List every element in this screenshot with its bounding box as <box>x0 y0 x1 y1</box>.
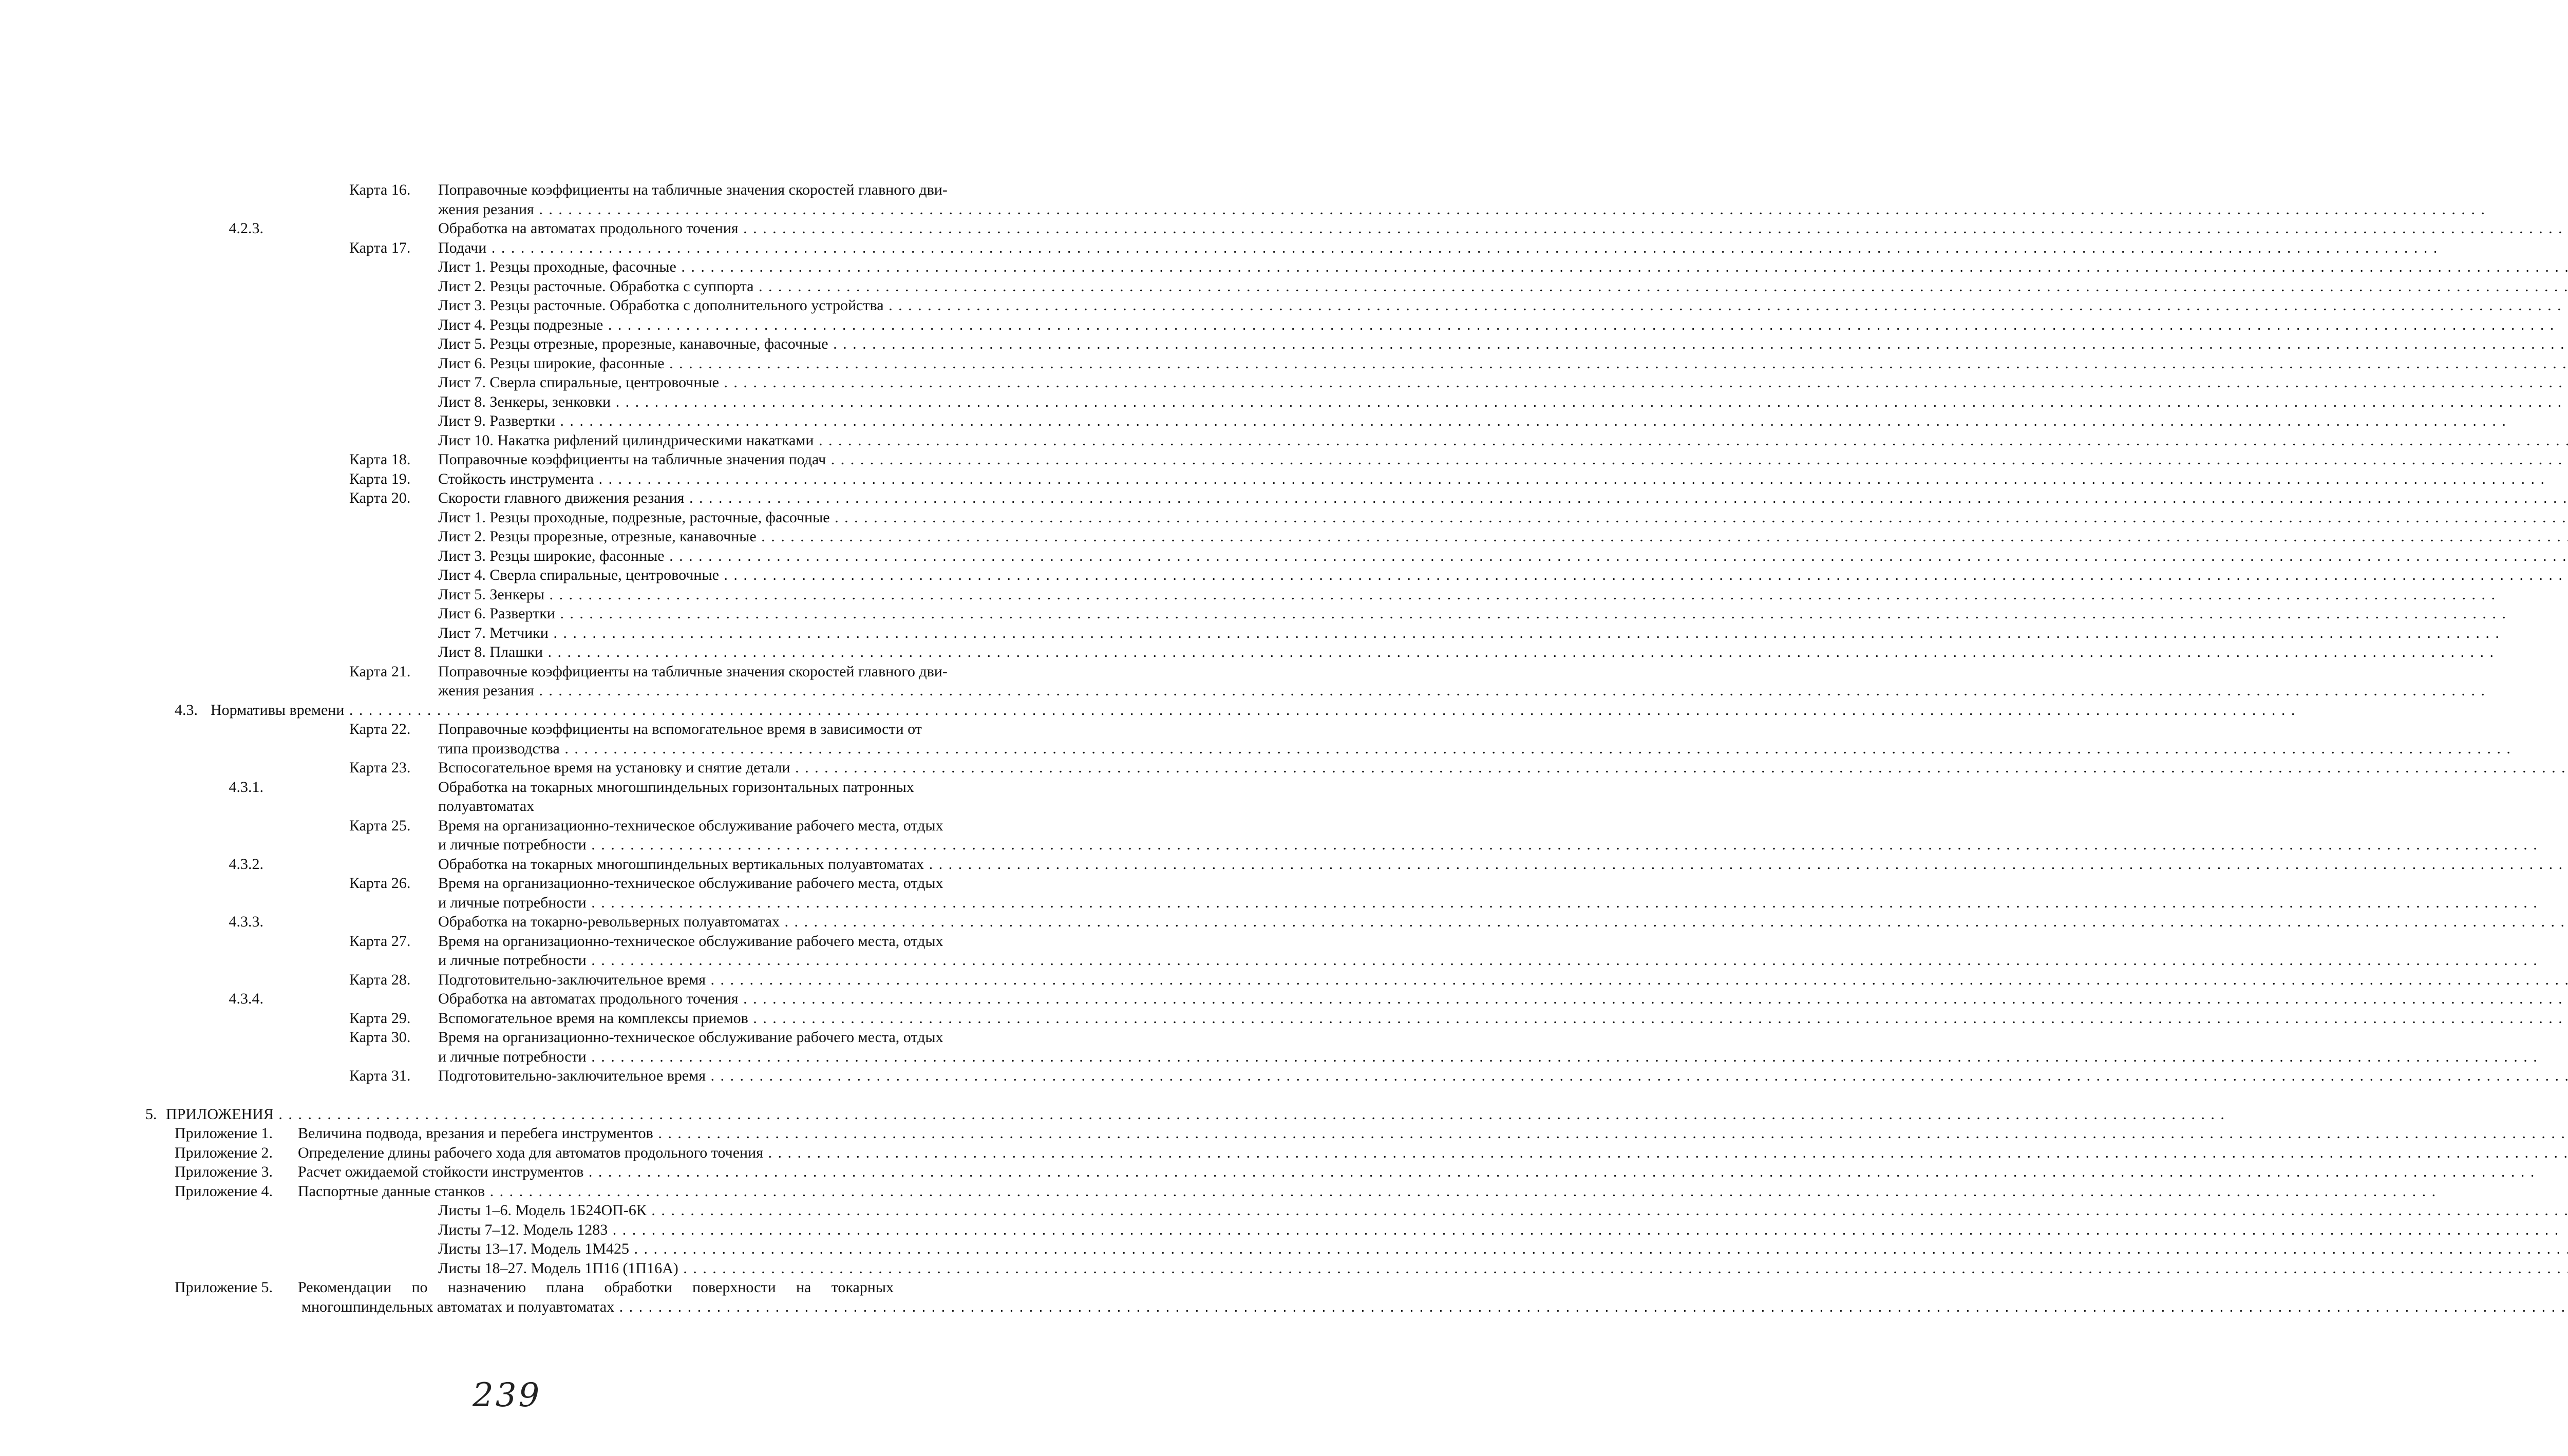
toc-entry-title: Определение длины рабочего хода для автоматов продольного точения . . . <box>298 1144 894 1162</box>
toc-entry <box>175 836 894 854</box>
toc-entry <box>175 1240 894 1258</box>
toc-entry-label: Карта 22. <box>349 721 411 738</box>
toc-entry <box>175 1144 894 1162</box>
toc-entry <box>175 701 894 720</box>
toc-entry-label: Карта 18. <box>349 451 411 468</box>
toc-entry <box>175 759 894 777</box>
toc-entry <box>175 643 894 661</box>
toc-entry <box>175 181 948 199</box>
toc-entry <box>175 316 894 334</box>
toc-entry-title: Паспортные данные станков . . . <box>298 1182 894 1201</box>
toc-entry <box>175 1182 894 1201</box>
toc-entry <box>175 1028 943 1047</box>
toc-entry <box>175 971 894 989</box>
toc-entry <box>175 412 894 430</box>
toc-entry-label: Приложение 1. <box>175 1125 273 1142</box>
toc-entry <box>175 489 894 507</box>
toc-entry <box>175 624 894 642</box>
toc-entry <box>175 470 894 488</box>
toc-entry <box>175 797 894 816</box>
toc-entry-title: Величина подвода, врезания и перебега инструментов . . . <box>298 1124 894 1143</box>
toc-entry-title: Нормативы времени . . . <box>211 701 894 720</box>
toc-entry <box>175 450 894 469</box>
toc-entry-title: Стойкость инструмента . . . <box>438 470 894 488</box>
toc-entry-title: и личные потребности . . . <box>438 1048 894 1066</box>
toc-entry <box>175 296 894 315</box>
toc-entry <box>175 431 894 450</box>
toc-entry <box>175 239 894 257</box>
toc-entry <box>175 566 894 584</box>
toc-entry-title: ПРИЛОЖЕНИЯ . . . <box>166 1105 894 1124</box>
toc-entry-title: Обработка на автоматах продольного точения . . . <box>438 219 894 238</box>
toc-entry-title: Обработка на токарных многошпиндельных вертикальных полуавтоматах . . . <box>438 855 894 874</box>
toc-entry-title: Лист 5. Резцы отрезные, прорезные, канавочные, фасочные . . . <box>438 335 894 353</box>
toc-entry-title: Обработка на токарно-револьверных полуавтоматах . . . <box>438 913 894 931</box>
toc-entry-label: 4.3.4. <box>229 990 263 1007</box>
toc-entry-label: Приложение 5. <box>175 1279 273 1296</box>
toc-entry <box>175 508 894 527</box>
toc-entry-title: Скорости главного движения резания . . . <box>438 489 894 507</box>
toc-entry <box>145 1105 894 1124</box>
toc-entry-title: Листы 18–27. Модель 1П16 (1П16А) . . . <box>438 1259 894 1278</box>
toc-entry-title: Подготовительно-заключительное время . . . <box>438 971 894 989</box>
toc-entry-title: Лист 2. Резцы расточные. Обработка с суппорта . . . <box>438 277 894 296</box>
toc-entry-label: 4.3. <box>175 701 198 718</box>
toc-entry-title: Лист 9. Развертки . . . <box>438 412 894 430</box>
toc-entry-label: 4.3.1. <box>229 778 263 796</box>
toc-entry-label: Карта 21. <box>349 663 411 680</box>
toc-entry-title: Поправочные коэффициенты на вспомогательное время в зависимости от <box>438 721 922 738</box>
toc-entry-title: Поправочные коэффициенты на табличные значения подач . . . <box>438 450 894 469</box>
toc-entry <box>175 1124 894 1143</box>
toc-entry-title: полуавтоматах <box>438 798 535 815</box>
toc-entry-title: Лист 7. Сверла спиральные, центровочные . . . <box>438 373 894 392</box>
toc-entry <box>175 585 894 604</box>
toc-entry-title: Лист 6. Развертки . . . <box>438 604 894 623</box>
toc-entry-label: Карта 19. <box>349 470 411 487</box>
toc-entry <box>175 894 894 912</box>
toc-entry-label: 4.3.2. <box>229 855 263 873</box>
toc-entry-label: Карта 30. <box>349 1029 411 1046</box>
toc-entry-title: Поправочные коэффициенты на табличные значения скоростей главного дви- <box>438 181 948 198</box>
toc-entry-title: и личные потребности . . . <box>438 894 894 912</box>
toc-entry-label: Приложение 4. <box>175 1182 273 1200</box>
toc-entry-title: и личные потребности . . . <box>438 836 894 854</box>
toc-entry <box>175 335 894 353</box>
toc-entry-label: 4.2.3. <box>229 220 263 237</box>
toc-entry-title: Время на организационно-техническое обслуживание рабочего места, отдых <box>438 875 943 892</box>
toc-entry <box>175 663 948 681</box>
toc-entry-label: Карта 28. <box>349 971 411 988</box>
toc-entry-title: Вспосогательное время на установку и снятие детали . . . <box>438 759 894 777</box>
toc-entry <box>175 951 894 970</box>
toc-entry-title: Лист 3. Резцы широкие, фасонные . . . <box>438 547 894 565</box>
toc-entry-title: Подачи . . . <box>438 239 894 257</box>
toc-entry-title: Листы 7–12. Модель 1283 . . . <box>438 1221 894 1239</box>
toc-entry <box>175 527 894 546</box>
toc-entry-label: Карта 27. <box>349 932 411 950</box>
toc-entry-label: Карта 16. <box>349 181 411 198</box>
toc-entry-title: Лист 6. Резцы широкие, фасонные . . . <box>438 354 894 373</box>
toc-entry-title: и личные потребности . . . <box>438 951 894 970</box>
toc-entry <box>175 932 943 951</box>
toc-entry-label: Карта 23. <box>349 759 411 776</box>
toc-entry-title: многошпиндельных автоматах и полуавтоматах . . . <box>301 1298 894 1316</box>
toc-entry <box>175 219 894 238</box>
toc-entry <box>175 373 894 392</box>
toc-entry-label: Карта 29. <box>349 1009 411 1027</box>
toc-entry-title: Лист 7. Метчики . . . <box>438 624 894 642</box>
toc-entry <box>175 990 894 1008</box>
toc-entry <box>175 778 914 797</box>
toc-entry <box>175 258 894 276</box>
toc-entry <box>175 604 894 623</box>
toc-entry-title: Рекомендации по назначению плана обработки поверхности на токарных <box>298 1279 894 1296</box>
toc-entry-title: Вспомогательное время на комплексы приемов . . . <box>438 1009 894 1028</box>
toc-entry-title: Время на организационно-техническое обслуживание рабочего места, отдых <box>438 932 943 950</box>
toc-entry-label: 4.3.3. <box>229 913 263 930</box>
toc-entry-label: Карта 17. <box>349 239 411 256</box>
toc-entry <box>175 1298 894 1316</box>
toc-entry <box>175 1259 894 1278</box>
toc-entry-title: Время на организационно-техническое обслуживание рабочего места, отдых <box>438 817 943 834</box>
toc-entry <box>175 277 894 296</box>
toc-entry <box>175 547 894 565</box>
toc-entry <box>175 1278 894 1297</box>
toc-entry-title: Обработка на токарных многошпиндельных горизонтальных патронных <box>438 778 914 796</box>
toc-entry <box>175 1163 894 1181</box>
toc-entry-title: Лист 5. Зенкеры . . . <box>438 585 894 604</box>
toc-entry-title: Обработка на автоматах продольного точения . . . <box>438 990 894 1008</box>
toc-entry-title: жения резания . . . <box>438 682 894 700</box>
toc-entry-title: Лист 4. Сверла спиральные, центровочные . . . <box>438 566 894 584</box>
toc-entry-title: типа производства . . . <box>438 740 894 758</box>
toc-entry-label: Приложение 3. <box>175 1163 273 1180</box>
toc-entry-title: Лист 4. Резцы подрезные . . . <box>438 316 894 334</box>
toc-entry-title: Лист 2. Резцы прорезные, отрезные, канавочные . . . <box>438 527 894 546</box>
toc-entry-title: Время на организационно-техническое обслуживание рабочего места, отдых <box>438 1029 943 1046</box>
toc-entry-title: Лист 1. Резцы проходные, фасочные . . . <box>438 258 894 276</box>
toc-entry <box>175 1048 894 1066</box>
toc-entry-title: Листы 1–6. Модель 1Б24ОП-6К . . . <box>438 1201 894 1220</box>
toc-entry <box>175 913 894 931</box>
toc-entry-title: Лист 10. Накатка рифлений цилиндрическими накатками . . . <box>438 431 894 450</box>
toc-entry-title: Поправочные коэффициенты на табличные значения скоростей главного дви- <box>438 663 948 680</box>
toc-entry-label: Карта 26. <box>349 875 411 892</box>
toc-entry-title: Лист 8. Плашки . . . <box>438 643 894 661</box>
toc-entry <box>175 354 894 373</box>
toc-entry-label: 5. <box>145 1105 157 1123</box>
toc-entry <box>175 200 894 219</box>
toc-entry-title: Расчет ожидаемой стойкости инструментов . . . <box>298 1163 894 1181</box>
toc-entry <box>175 1221 894 1239</box>
toc-entry-label: Приложение 2. <box>175 1144 273 1161</box>
page-number: 239 <box>473 1376 542 1414</box>
toc-entry-title: Листы 13–17. Модель 1М425 . . . <box>438 1240 894 1258</box>
toc-entry-title: Лист 3. Резцы расточные. Обработка с дополнительного устройства . . . <box>438 296 894 315</box>
toc-entry <box>175 1067 894 1085</box>
toc-entry-label: Карта 20. <box>349 489 411 506</box>
toc-entry-label: Карта 25. <box>349 817 411 834</box>
toc-entry <box>175 740 894 758</box>
toc-entry <box>175 855 924 874</box>
toc-entry <box>175 682 894 700</box>
toc-entry-label: Карта 31. <box>349 1067 411 1084</box>
toc-entry-title: Лист 1. Резцы проходные, подрезные, расточные, фасочные . . . <box>438 508 894 527</box>
toc-entry <box>175 720 922 739</box>
toc-entry-title: Подготовительно-заключительное время . . . <box>438 1067 894 1085</box>
toc-entry <box>175 874 943 893</box>
toc-entry-title: Лист 8. Зенкеры, зенковки . . . <box>438 393 894 411</box>
toc-entry-title: жения резания . . . <box>438 200 894 219</box>
toc-entry <box>175 817 943 835</box>
toc-entry <box>175 1009 894 1028</box>
toc-entry <box>175 393 894 411</box>
toc-entry <box>175 1201 894 1220</box>
